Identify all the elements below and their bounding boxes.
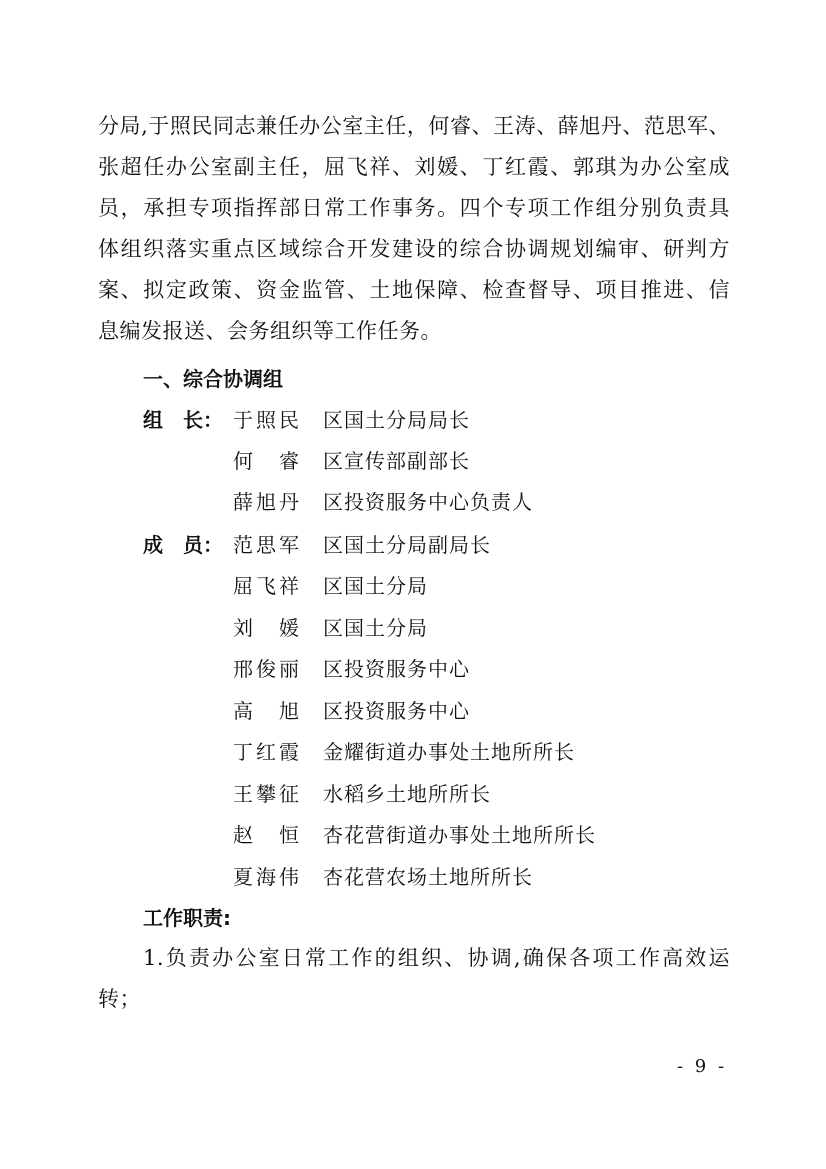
leader-row — [0, 445, 826, 475]
intro-paragraph — [98, 106, 730, 352]
duty-item-1 — [98, 938, 730, 1020]
member-title: 区投资服务中心 — [323, 657, 470, 681]
members-label: 成 员： — [143, 533, 223, 557]
member-row — [0, 736, 826, 766]
intro-line: 息编发报送、会务组织等工作任务。 — [98, 319, 442, 343]
page-number: - 9 - — [677, 1056, 728, 1077]
member-name: 夏海伟 — [233, 865, 299, 889]
leader-title: 区投资服务中心负责人 — [323, 490, 533, 514]
member-title: 杏花营街道办事处土地所所长 — [323, 823, 596, 847]
member-row — [0, 653, 826, 683]
member-name: 刘 媛 — [233, 616, 299, 640]
member-name: 邢俊丽 — [233, 657, 299, 681]
member-title: 杏花营农场土地所所长 — [323, 865, 533, 889]
duty-line: 1.负责办公室日常工作的组织、协调,确保各项工作高效运 — [143, 946, 730, 970]
member-title: 金耀街道办事处土地所所长 — [323, 740, 575, 764]
intro-line: 体组织落实重点区域综合开发建设的综合协调规划编审、研判方 — [98, 237, 730, 261]
duty-line: 转； — [98, 987, 141, 1011]
member-title: 区国土分局 — [323, 616, 428, 640]
member-row — [0, 529, 826, 559]
member-title: 区投资服务中心 — [323, 699, 470, 723]
intro-line: 分局,于照民同志兼任办公室主任，何睿、王涛、薛旭丹、范思军、 — [98, 114, 730, 138]
member-row — [0, 861, 826, 891]
member-title: 水稻乡土地所所长 — [323, 782, 491, 806]
member-row — [0, 819, 826, 849]
leaders-label: 组 长： — [143, 408, 223, 432]
intro-line: 员，承担专项指挥部日常工作事务。四个专项工作组分别负责具 — [98, 196, 730, 220]
member-title: 区国土分局 — [323, 574, 428, 598]
member-name: 屈飞祥 — [233, 574, 299, 598]
member-name: 高 旭 — [233, 699, 299, 723]
member-row — [0, 778, 826, 808]
leader-row — [0, 486, 826, 516]
member-name: 范思军 — [233, 533, 299, 557]
member-row — [0, 612, 826, 642]
member-row — [0, 695, 826, 725]
member-name: 丁红霞 — [233, 740, 299, 764]
leader-name: 何 睿 — [233, 449, 299, 473]
leader-row — [0, 404, 826, 434]
leader-title: 区宣传部副部长 — [323, 449, 470, 473]
leader-name: 于照民 — [233, 408, 299, 432]
intro-line: 张超任办公室副主任，屈飞祥、刘媛、丁红霞、郭琪为办公室成 — [98, 155, 730, 179]
member-title: 区国土分局副局长 — [323, 533, 491, 557]
member-name: 王攀征 — [233, 782, 299, 806]
leader-title: 区国土分局局长 — [323, 408, 470, 432]
intro-line: 案、拟定政策、资金监管、土地保障、检查督导、项目推进、信 — [98, 278, 730, 302]
member-name: 赵 恒 — [233, 823, 299, 847]
section-heading: 一、综合协调组 — [143, 367, 283, 391]
member-row — [0, 570, 826, 600]
leader-name: 薛旭丹 — [233, 490, 299, 514]
duties-label: 工作职责: — [143, 906, 231, 930]
